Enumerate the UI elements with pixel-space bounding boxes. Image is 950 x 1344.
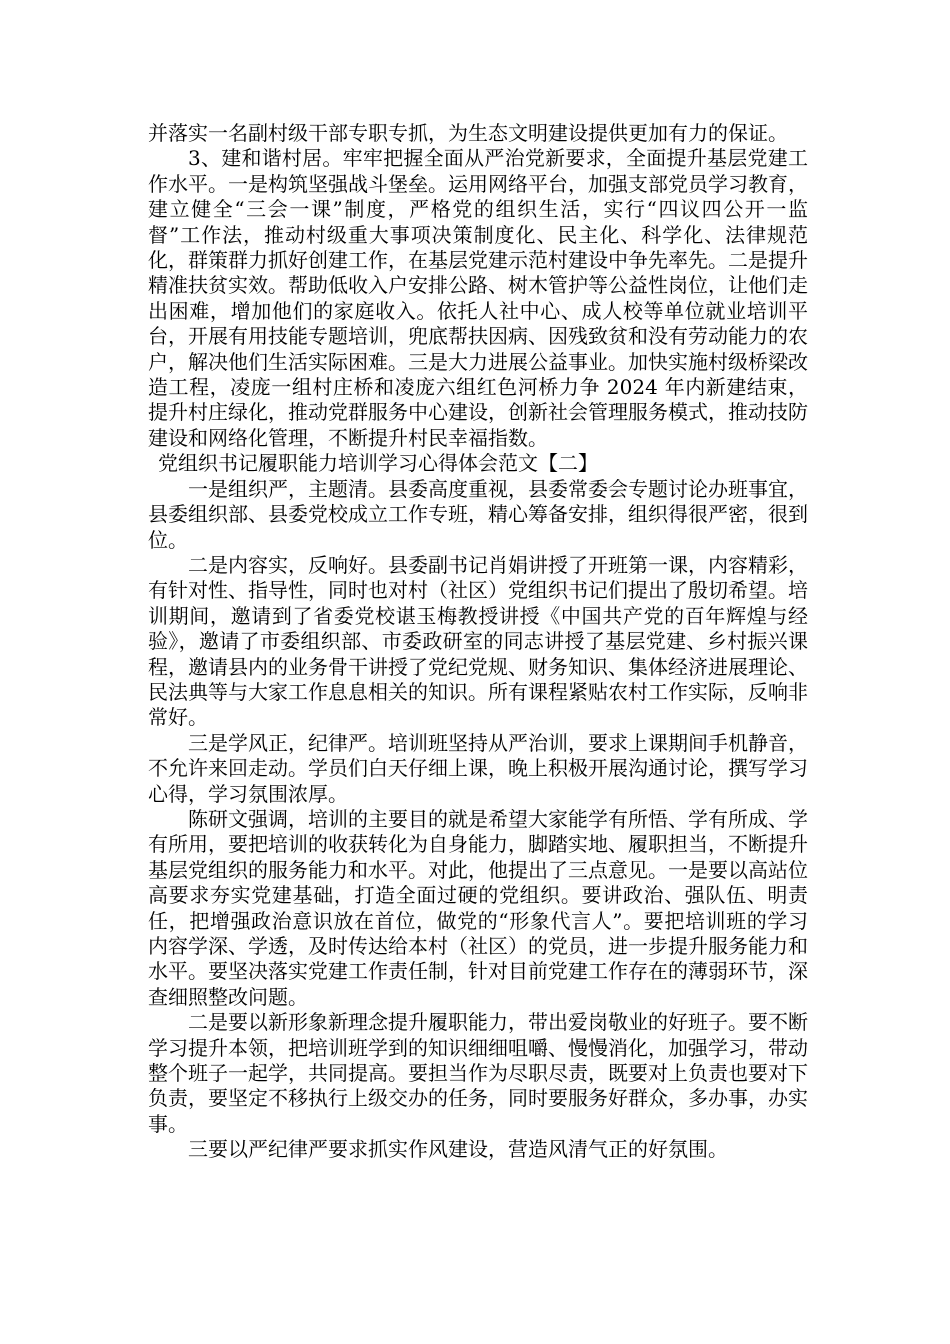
paragraph-harmonious-village: 3、建和谐村居。牢牢把握全面从严治党新要求，全面提升基层党建工作水平。一是构筑坚强战斗堡垒。运用网络平台，加强支部党员学习教育，建立健全“三会一课”制度，严格党的组织生活，实行“四议四公开一监督”工作法，推动村级重大事项决策制度化、民主化、科学化、法律规范化，群策群力抓好创建工作，在基层党建示范村建设中争先率先。二是提升精准扶贫实效。帮助低收入户安排公路、树木管护等公益性岗位，让他们走出困难，增加他们的家庭收入。依托人社中心、成人校等单位就业培训平台，开展有用技能专题培训，兜底帮扶因病、因残致贫和没有劳动能力的农户，解决他们生活实际困难。三是大力进展公益事业。加快实施村级桥梁改造工程，凌庞一组村庄桥和凌庞六组红色河桥力争 2024 年内新建结束，提升村庄绿化，推动党群服务中心建设，创新社会管理服务模式，推动技防建设和网络化管理，不断提升村民幸福指数。 — [148, 146, 808, 450]
paragraph-organization: 一是组织严，主题清。县委高度重视，县委常委会专题讨论办班事宜，县委组织部、县委党校成立工作专班，精心筹备安排，组织得很严密，很到位。 — [148, 476, 808, 552]
paragraph-third-point: 三要以严纪律严要求抓实作风建设，营造风清气正的好氛围。 — [188, 1137, 728, 1162]
document-body — [148, 121, 808, 1163]
section-heading: 党组织书记履职能力培训学习心得体会范文【二】 — [158, 451, 598, 476]
paragraph-content: 二是内容实，反响好。县委副书记肖娟讲授了开班第一课，内容精彩，有针对性、指导性，同时也对村（社区）党组织书记们提出了殷切希望。培训期间，邀请到了省委党校谌玉梅教授讲授《中国共产党的百年辉煌与经验》，邀请了市委组织部、市委政研室的同志讲授了基层党建、乡村振兴课程，邀请县内的业务骨干讲授了党纪党规、财务知识、集体经济进展理论、民法典等与大家工作息息相关的知识。所有课程紧贴农村工作实际，反响非常好。 — [148, 552, 808, 730]
paragraph-emphasis: 陈研文强调，培训的主要目的就是希望大家能学有所悟、学有所成、学有所用，要把培训的收获转化为自身能力，脚踏实地、履职担当，不断提升基层党组织的服务能力和水平。对此，他提出了三点意见。一是要以高站位高要求夯实党建基础，打造全面过硬的党组织。要讲政治、强队伍、明责任，把增强政治意识放在首位，做党的“形象代言人”。要把培训班的学习内容学深、学透，及时传达给本村（社区）的党员，进一步提升服务能力和水平。要坚决落实党建工作责任制，针对目前党建工作存在的薄弱环节，深查细照整改问题。 — [148, 806, 808, 1009]
paragraph-second-point: 二是要以新形象新理念提升履职能力，带出爱岗敬业的好班子。要不断学习提升本领，把培训班学到的知识细细咀嚼、慢慢消化，加强学习，带动整个班子一起学，共同提高。要担当作为尽职尽责，既要对上负责也要对下负责，要坚定不移执行上级交办的任务，同时要服务好群众，多办事，办实事。 — [148, 1010, 808, 1136]
paragraph-continuation: 并落实一名副村级干部专职专抓，为生态文明建设提供更加有力的保证。 — [148, 121, 788, 145]
paragraph-discipline: 三是学风正，纪律严。培训班坚持从严治训，要求上课期间手机静音，不允许来回走动。学员们白天仔细上课，晚上积极开展沟通讨论，撰写学习心得，学习氛围浓厚。 — [148, 730, 808, 806]
